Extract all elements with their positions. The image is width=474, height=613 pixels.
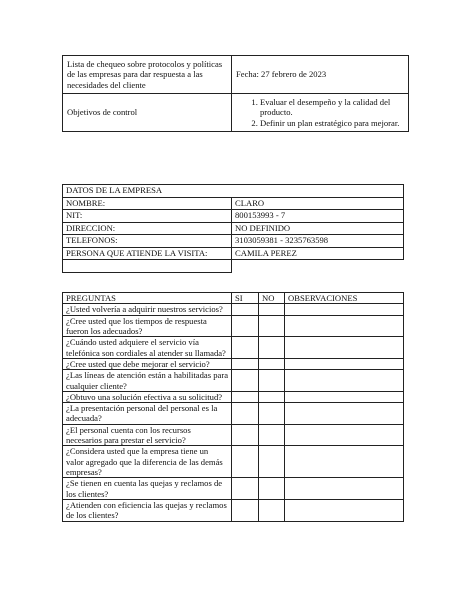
- objetivos-label: Objetivos de control: [63, 93, 232, 131]
- pregunta-text: ¿Considera usted que la empresa tiene un valor agregado que la diferencia de las demás empresas?: [63, 446, 232, 478]
- empresa-row: [63, 247, 404, 260]
- pregunta-row: [63, 478, 404, 500]
- observaciones-cell[interactable]: [285, 370, 404, 392]
- si-cell[interactable]: [232, 478, 259, 500]
- no-cell[interactable]: [259, 370, 285, 392]
- observaciones-cell[interactable]: [285, 499, 404, 521]
- pregunta-text: ¿Usted volvería a adquirir nuestros servicios?: [63, 304, 232, 315]
- empresa-label: TELEFONOS:: [63, 235, 232, 248]
- pregunta-text: ¿Obtuvo una solución efectiva a su solicitud?: [63, 391, 232, 402]
- observaciones-cell[interactable]: [285, 304, 404, 315]
- si-cell[interactable]: [232, 370, 259, 392]
- no-cell[interactable]: [259, 446, 285, 478]
- pregunta-row: [63, 358, 404, 369]
- si-cell[interactable]: [232, 446, 259, 478]
- empresa-label: [63, 260, 232, 273]
- header-preguntas: PREGUNTAS: [63, 293, 232, 304]
- objetivo-item: 2. Definir un plan estratégico para mejorar.: [260, 118, 404, 128]
- no-cell[interactable]: [259, 391, 285, 402]
- si-cell[interactable]: [232, 358, 259, 369]
- no-cell[interactable]: [259, 403, 285, 425]
- header-row-2: [63, 93, 409, 131]
- checklist-title: Lista de chequeo sobre protocolos y políticas de las empresas para dar respuesta a las necesidades del cliente: [63, 56, 232, 94]
- empresa-label: NIT:: [63, 210, 232, 223]
- pregunta-text: ¿Cuándo usted adquiere el servicio vía telefónica son cordiales al atender su llamada?: [63, 337, 232, 359]
- observaciones-cell[interactable]: [285, 358, 404, 369]
- pregunta-text: ¿Cree usted que los tiempos de respuesta fueron los adecuados?: [63, 315, 232, 337]
- header-si: SI: [232, 293, 259, 304]
- observaciones-cell[interactable]: [285, 337, 404, 359]
- empresa-row: [63, 235, 404, 248]
- header-table: [62, 55, 409, 132]
- objetivos-list: [236, 97, 404, 128]
- pregunta-row: [63, 446, 404, 478]
- header-observaciones: OBSERVACIONES: [285, 293, 404, 304]
- empresa-value: [232, 260, 404, 273]
- si-cell[interactable]: [232, 315, 259, 337]
- empresa-label: NOMBRE:: [63, 197, 232, 210]
- no-cell[interactable]: [259, 424, 285, 446]
- pregunta-row: [63, 424, 404, 446]
- pregunta-row: [63, 304, 404, 315]
- empresa-row: [63, 210, 404, 223]
- pregunta-text: ¿Las líneas de atención están a habilitadas para cualquier cliente?: [63, 370, 232, 392]
- si-cell[interactable]: [232, 304, 259, 315]
- empresa-row: [63, 260, 404, 273]
- objetivos-cell: [232, 93, 409, 131]
- objetivo-item: 1. Evaluar el desempeño y la calidad del producto.: [260, 97, 404, 118]
- pregunta-text: ¿Se tienen en cuenta las quejas y reclamos de los clientes?: [63, 478, 232, 500]
- empresa-value: 800153993 - 7: [232, 210, 404, 223]
- empresa-row: [63, 197, 404, 210]
- pregunta-text: ¿El personal cuenta con los recursos necesarios para prestar el servicio?: [63, 424, 232, 446]
- no-cell[interactable]: [259, 304, 285, 315]
- fecha-cell: Fecha: 27 febrero de 2023: [232, 56, 409, 94]
- no-cell[interactable]: [259, 358, 285, 369]
- no-cell[interactable]: [259, 499, 285, 521]
- pregunta-row: [63, 403, 404, 425]
- header-row-1: [63, 56, 409, 94]
- empresa-value: 3103059381 - 3235763598: [232, 235, 404, 248]
- observaciones-cell[interactable]: [285, 391, 404, 402]
- empresa-table: [62, 184, 404, 273]
- empresa-label: DIRECCION:: [63, 222, 232, 235]
- pregunta-row: [63, 499, 404, 521]
- pregunta-row: [63, 337, 404, 359]
- observaciones-cell[interactable]: [285, 478, 404, 500]
- pregunta-text: ¿Atienden con eficiencia las quejas y reclamos de los clientes?: [63, 499, 232, 521]
- pregunta-text: ¿Cree usted que debe mejorar el servicio?: [63, 358, 232, 369]
- si-cell[interactable]: [232, 499, 259, 521]
- pregunta-row: [63, 391, 404, 402]
- observaciones-cell[interactable]: [285, 315, 404, 337]
- observaciones-cell[interactable]: [285, 446, 404, 478]
- no-cell[interactable]: [259, 337, 285, 359]
- preguntas-header-row: [63, 293, 404, 304]
- pregunta-row: [63, 370, 404, 392]
- empresa-value: CLARO: [232, 197, 404, 210]
- si-cell[interactable]: [232, 424, 259, 446]
- empresa-row: [63, 222, 404, 235]
- empresa-label: PERSONA QUE ATIENDE LA VISITA:: [63, 247, 232, 260]
- empresa-value: CAMILA PEREZ: [232, 247, 404, 260]
- pregunta-text: ¿La presentación personal del personal es la adecuada?: [63, 403, 232, 425]
- observaciones-cell[interactable]: [285, 424, 404, 446]
- empresa-heading-row: [63, 185, 404, 198]
- no-cell[interactable]: [259, 315, 285, 337]
- empresa-value: NO DEFINIDO: [232, 222, 404, 235]
- preguntas-table: [62, 292, 404, 522]
- si-cell[interactable]: [232, 403, 259, 425]
- no-cell[interactable]: [259, 478, 285, 500]
- empresa-heading: DATOS DE LA EMPRESA: [63, 185, 404, 198]
- pregunta-row: [63, 315, 404, 337]
- si-cell[interactable]: [232, 337, 259, 359]
- observaciones-cell[interactable]: [285, 403, 404, 425]
- header-no: NO: [259, 293, 285, 304]
- si-cell[interactable]: [232, 391, 259, 402]
